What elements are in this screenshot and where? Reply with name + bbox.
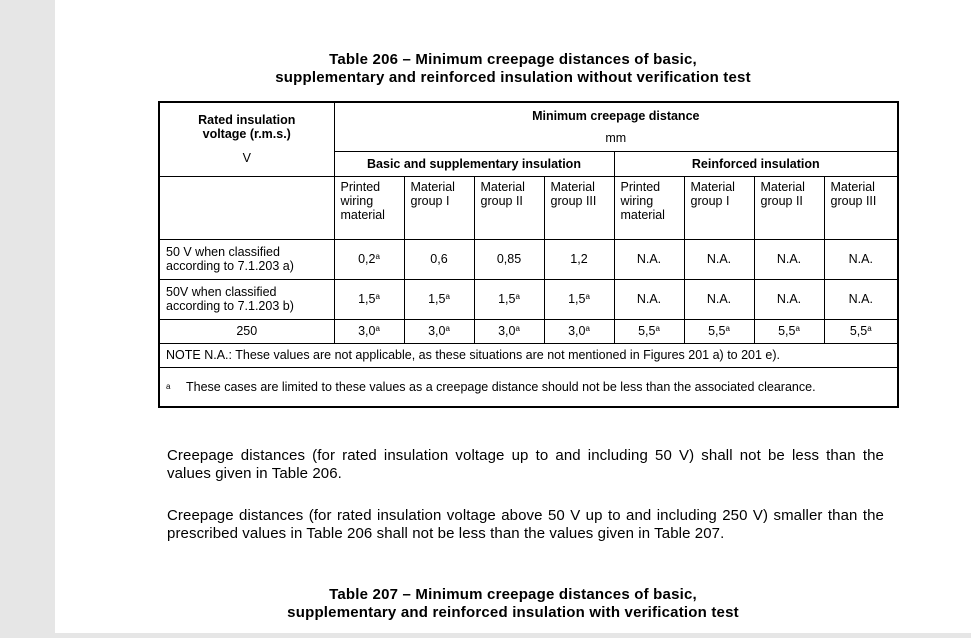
value-text: 1,5 [568,292,586,306]
value-text: 1,5 [358,292,376,306]
value-cell [614,239,684,279]
header-sub-cell: Material group I [404,176,474,239]
value-cell [404,279,474,319]
table-207-title-line2: supplementary and reinforced insulation with verification test [287,604,739,621]
header-rated-voltage [159,102,334,176]
footnote-ref: a [585,324,590,333]
document-page [55,0,971,633]
value-text: 1,5 [428,292,446,306]
value-cell [474,319,544,343]
footnote-ref: a [795,324,800,333]
footnote-ref: a [515,292,520,301]
header-min-creepage-label: Minimum creepage distance [532,108,700,123]
value-text: 3,0 [428,324,446,338]
header-sub-cell: Material group II [754,176,824,239]
header-empty-cell [159,176,334,239]
value-text: 5,5 [708,324,726,338]
table-note: NOTE N.A.: These values are not applicable, as these situations are not mentioned in Figures 201 a) to 201 e). [159,343,898,367]
footnote-ref: a [515,324,520,333]
value-cell [684,279,754,319]
value-text: N.A. [636,252,662,266]
table-row [159,279,898,319]
footnote-ref: a [655,324,660,333]
value-text: N.A. [776,252,802,266]
table-row [159,239,898,279]
header-rated-line1: Rated insulation [198,113,296,128]
value-cell [404,239,474,279]
footnote-ref: a [375,252,380,261]
value-cell [824,319,898,343]
value-cell [334,239,404,279]
value-text: 3,0 [358,324,376,338]
footnote-ref: a [445,292,450,301]
value-cell [334,279,404,319]
value-text: N.A. [706,292,732,306]
value-cell [824,239,898,279]
value-cell [754,279,824,319]
value-cell [824,279,898,319]
header-sub-cell: Material group III [544,176,614,239]
value-text: 3,0 [498,324,516,338]
row-label-line1: 250 [236,324,258,338]
footnote-mark: a [166,381,171,391]
value-cell [754,319,824,343]
footnote-ref: a [445,324,450,333]
value-text: N.A. [706,252,732,266]
table-207-title-line1: Table 207 – Minimum creepage distances of basic, [329,586,697,603]
footnote-ref: a [375,324,380,333]
value-cell [474,239,544,279]
paragraph-creepage-50v: Creepage distances (for rated insulation voltage up to and including 50 V) shall not be less than the values given in Table 206. [167,447,884,482]
value-cell [684,239,754,279]
footnote-ref: a [725,324,730,333]
value-cell [614,279,684,319]
value-cell [544,239,614,279]
table-row [159,319,898,343]
value-cell [474,279,544,319]
value-text: N.A. [848,292,873,306]
header-basic-insulation: Basic and supplementary insulation [334,151,614,176]
row-label-line2: according to 7.1.203 a) [166,259,294,273]
row-label-line1: 50 V when classified [166,245,280,259]
value-text: N.A. [848,252,873,266]
value-cell [544,319,614,343]
value-cell [334,319,404,343]
header-sub-cell: Material group III [824,176,898,239]
value-text: 0,85 [496,252,522,266]
value-text: N.A. [776,292,802,306]
table-206 [158,101,899,408]
value-text: N.A. [636,292,662,306]
header-min-creepage [334,102,898,151]
value-cell [684,319,754,343]
row-label [159,279,334,319]
header-rated-unit: V [242,151,251,166]
table-206-title [55,51,971,87]
row-label [159,319,334,343]
header-rated-line2: voltage (r.m.s.) [202,127,291,142]
header-sub-cell: Printed wiring material [334,176,404,239]
paragraph-creepage-250v: Creepage distances (for rated insulation voltage above 50 V up to and including 250 V) smaller than the prescribed values in Table 206 shall not be less than the values given in Table 207. [167,507,884,542]
header-sub-cell: Printed wiring material [614,176,684,239]
value-text: 1,5 [498,292,516,306]
value-text: 0,6 [430,252,448,266]
value-text: 0,2 [358,252,376,266]
footnote-ref: a [867,324,872,333]
value-text: 5,5 [778,324,796,338]
value-text: 1,2 [570,252,588,266]
value-text: 5,5 [849,324,868,338]
footnote-text: These cases are limited to these values as a creepage distance should not be less than the associated clearance. [186,379,816,394]
value-text: 5,5 [638,324,656,338]
table-footnote [159,367,898,407]
value-cell [544,279,614,319]
row-label [159,239,334,279]
value-cell [754,239,824,279]
table-207-title [55,586,971,622]
footnote-ref: a [585,292,590,301]
footnote-ref: a [375,292,380,301]
value-cell [404,319,474,343]
header-min-creepage-unit: mm [605,130,627,145]
header-sub-cell: Material group I [684,176,754,239]
header-sub-cell: Material group II [474,176,544,239]
value-cell [614,319,684,343]
table-206-title-line2: supplementary and reinforced insulation without verification test [275,69,751,86]
row-label-line2: according to 7.1.203 b) [166,299,294,313]
header-reinforced-insulation: Reinforced insulation [614,151,898,176]
row-label-line1: 50V when classified [166,285,277,299]
table-206-title-line1: Table 206 – Minimum creepage distances of basic, [329,51,697,68]
value-text: 3,0 [568,324,586,338]
